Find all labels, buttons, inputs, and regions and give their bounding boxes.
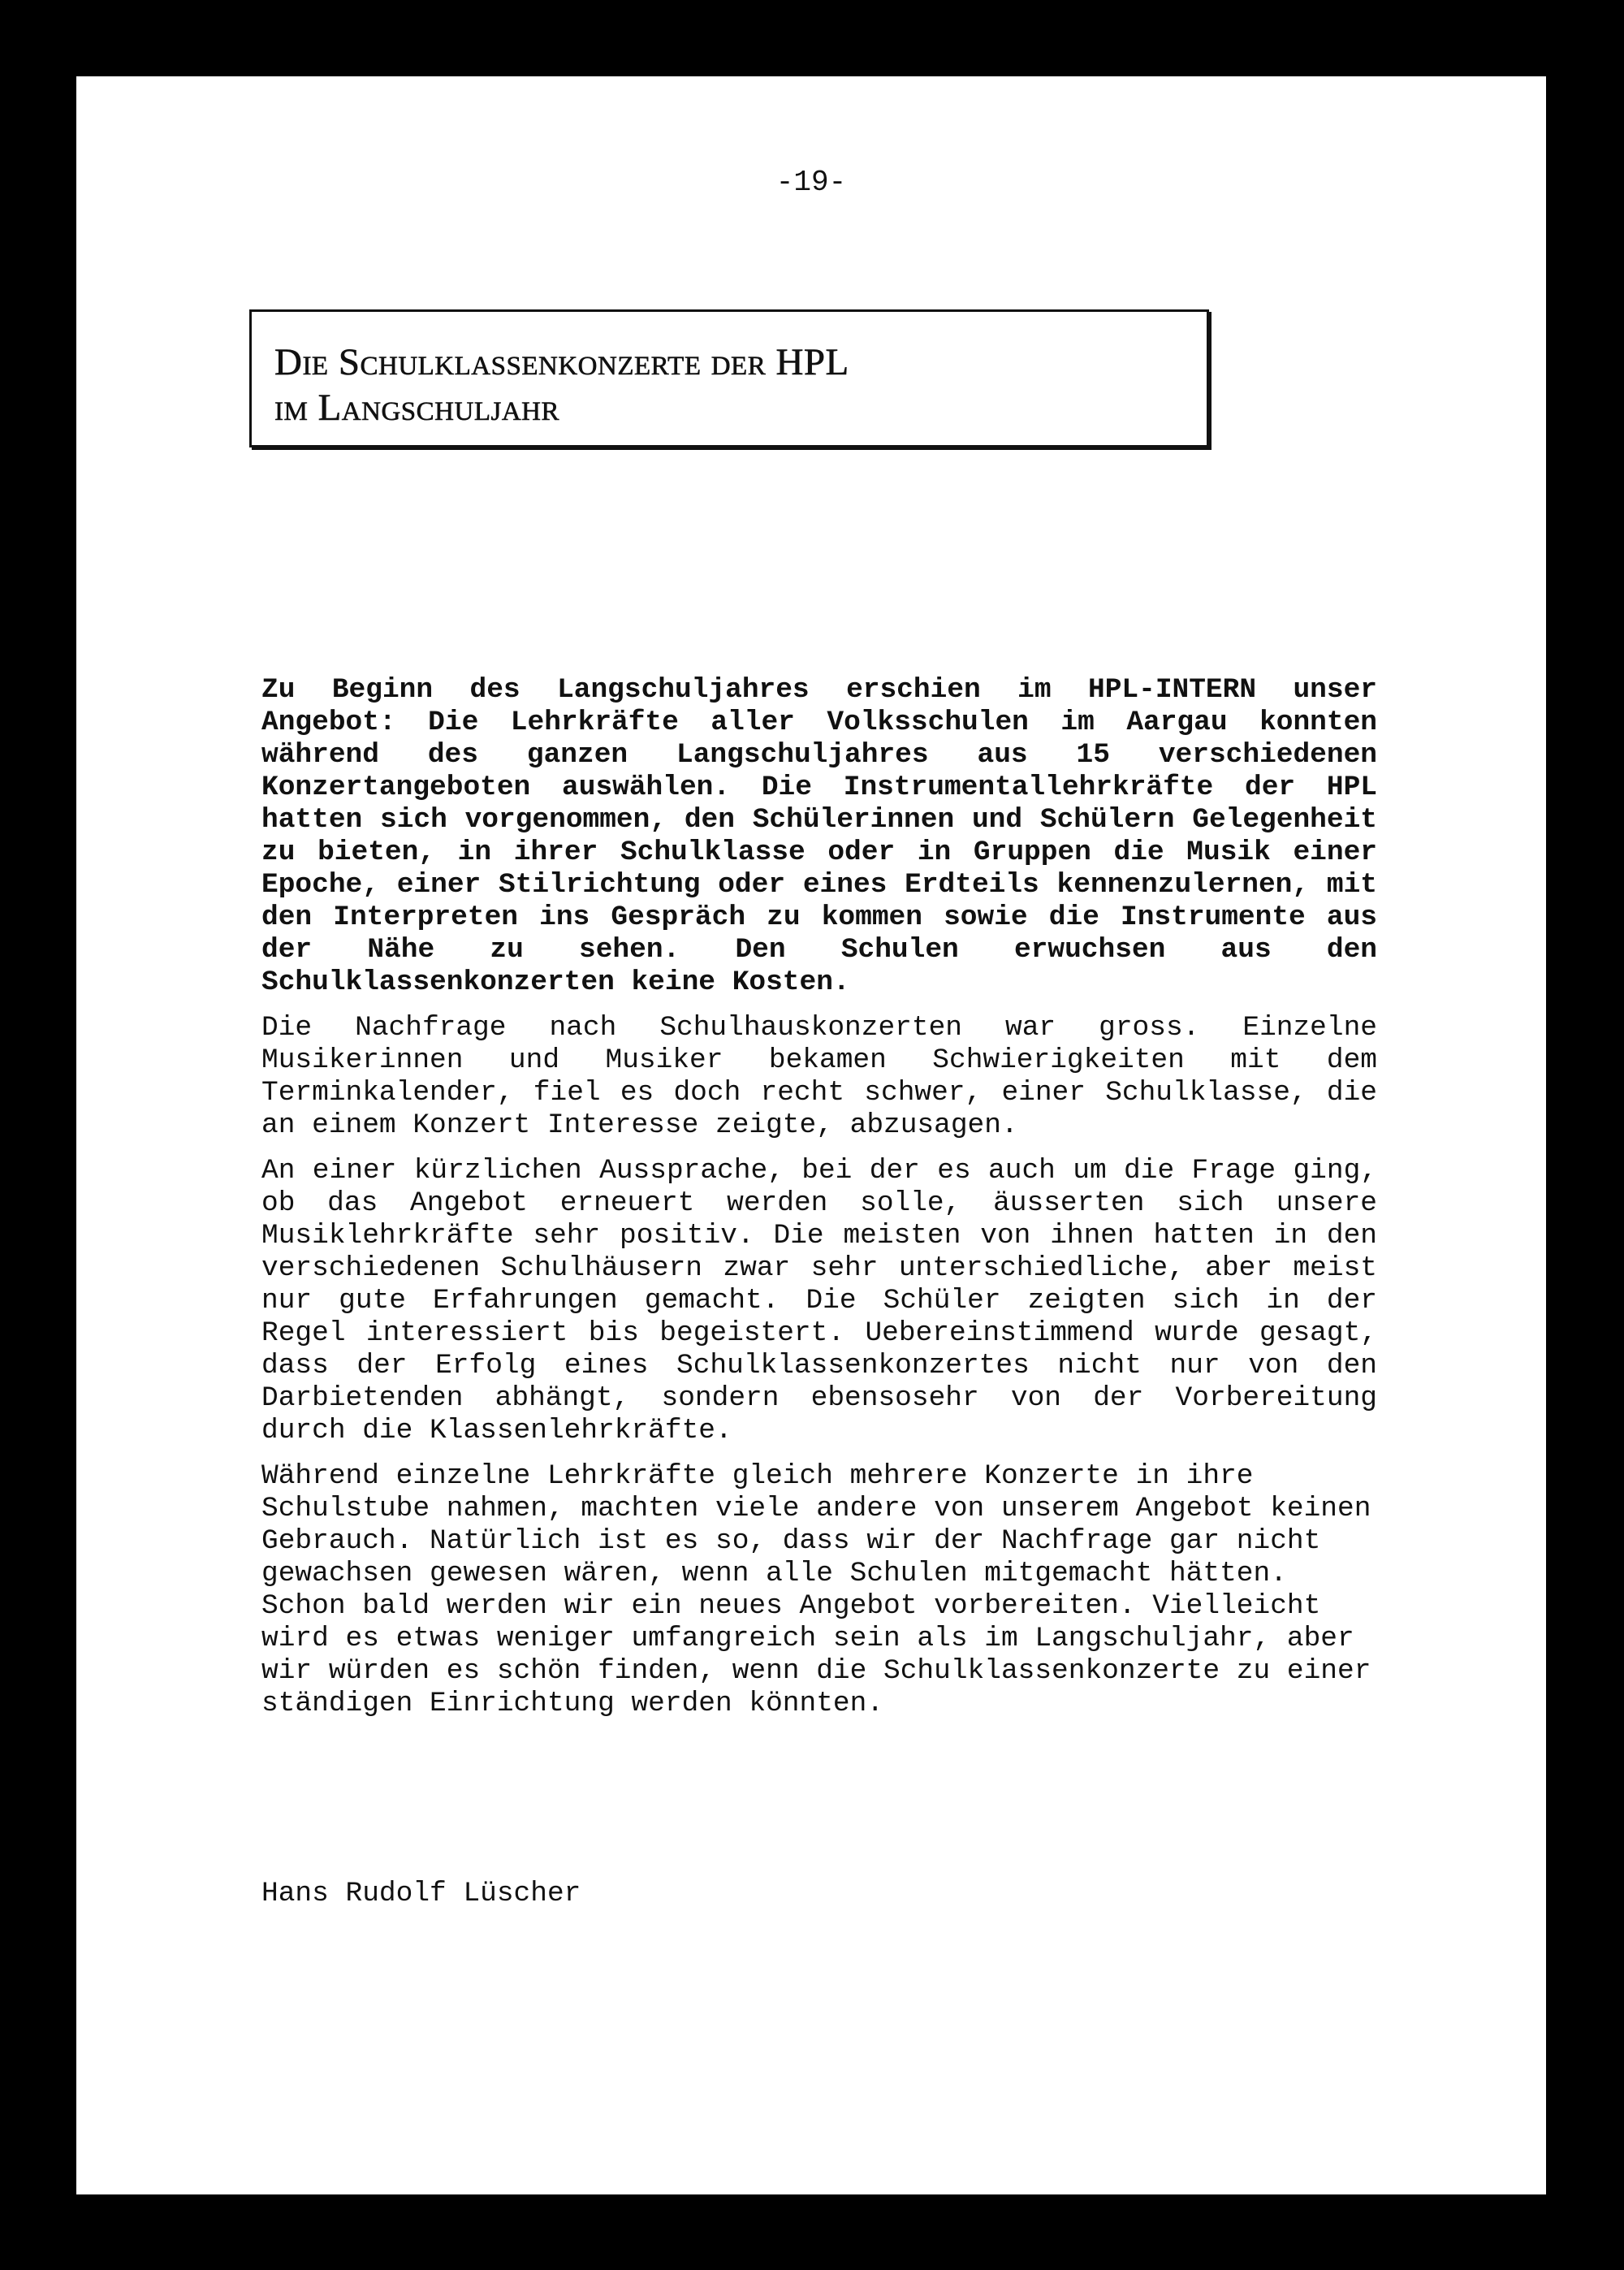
- paragraph-2: Die Nachfrage nach Schulhauskonzerten war gross. Einzelne Musikerinnen und Musiker bekamen Schwierigkeiten mit dem Terminkalender, fiel es doch recht schwer, einer Schulklasse, die an einem Konzert Interesse zeigte, abzusagen.: [261, 1012, 1377, 1141]
- paragraph-3: An einer kürzlichen Aussprache, bei der es auch um die Frage ging, ob das Angebot erneuert werden solle, äusserten sich unsere Musiklehrkräfte sehr positiv. Die meisten von ihnen hatten in den verschiedenen Schulhäusern zwar sehr unterschiedliche, aber meist nur gute Erfahrungen gemacht. Die Schüler zeigten sich in der Regel interessiert bis begeistert. Uebereinstimmend wurde gesagt, dass der Erfolg eines Schulklassenkonzertes nicht nur von den Darbietenden abhängt, sondern ebensosehr von der Vorbereitung durch die Klassenlehrkräfte.: [261, 1155, 1377, 1446]
- document-page: [76, 76, 1546, 2194]
- paragraph-1: Zu Beginn des Langschuljahres erschien im HPL-INTERN unser Angebot: Die Lehrkräfte aller Volksschulen im Aargau konnten während des ganzen Langschuljahres aus 15 verschiedenen Konzertangeboten auswählen. Die Instrumentallehrkräfte der HPL hatten sich vorgenommen, den Schülerinnen und Schülern Gelegenheit zu bieten, in ihrer Schulklasse oder in Gruppen die Musik einer Epoche, einer Stilrichtung oder eines Erdteils kennenzulernen, mit den Interpreten ins Gespräch zu kommen sowie die Instrumente aus der Nähe zu sehen. Den Schulen erwuchsen aus den Schulklassenkonzerten keine Kosten.: [261, 674, 1377, 998]
- paragraph-4: Während einzelne Lehrkräfte gleich mehrere Konzerte in ihre Schulstube nahmen, machten viele andere von unserem Angebot keinen Gebrauch. Natürlich ist es so, dass wir der Nachfrage gar nicht gewachsen gewesen wären, wenn alle Schulen mitgemacht hätten. Schon bald werden wir ein neues Angebot vorbereiten. Vielleicht wird es etwas weniger umfangreich sein als im Langschuljahr, aber wir würden es schön finden, wenn die Schulklassenkonzerte zu einer ständigen Einrichtung werden könnten.: [261, 1460, 1371, 1719]
- title-box: [249, 309, 1209, 448]
- title-line-2: im Langschuljahr: [274, 387, 559, 429]
- page-title: [274, 339, 849, 430]
- title-line-1: Die Schulklassenkonzerte der HPL: [274, 341, 849, 383]
- page-number: -19-: [775, 166, 847, 199]
- article-body: [261, 674, 1377, 1733]
- author-signature: Hans Rudolf Lüscher: [261, 1878, 581, 1909]
